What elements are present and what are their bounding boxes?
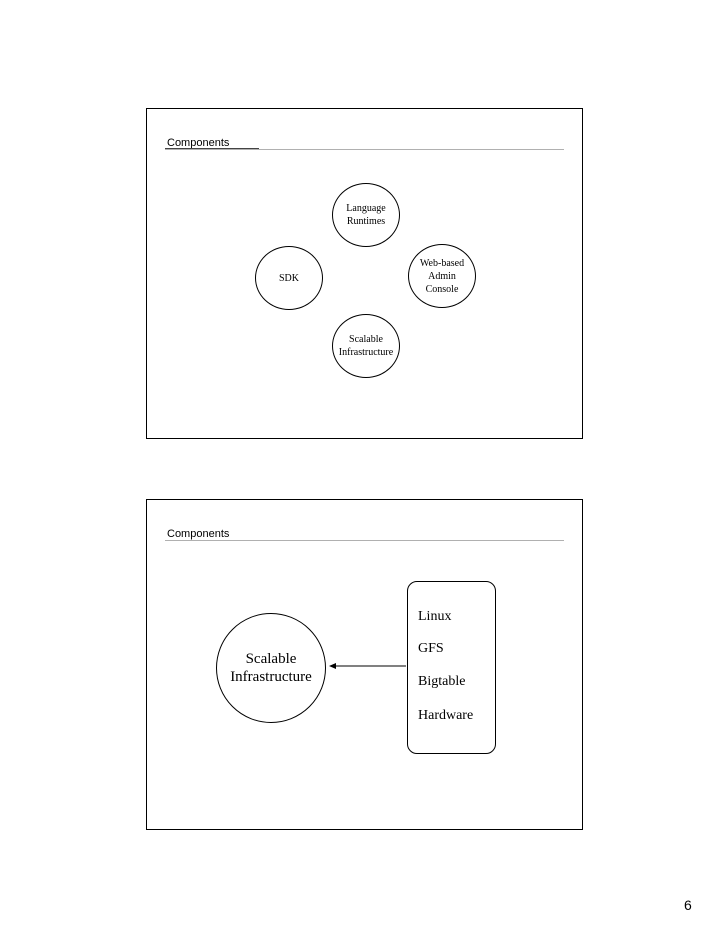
stack-item-hardware: Hardware bbox=[418, 708, 474, 723]
scalable-infrastructure-circle bbox=[332, 314, 400, 378]
admin-console-line-3: Console bbox=[425, 283, 459, 295]
stack-item-linux: Linux bbox=[418, 609, 452, 624]
title-rule bbox=[165, 149, 564, 150]
page-number: 6 bbox=[684, 897, 692, 913]
slide-title: Components bbox=[167, 528, 230, 540]
sdk-circle bbox=[255, 246, 323, 310]
title-rule-accent bbox=[165, 148, 259, 149]
scalable-infrastructure-line-2: Infrastructure bbox=[338, 347, 394, 358]
slide-components-overview bbox=[146, 108, 583, 439]
arrow-head bbox=[329, 663, 336, 669]
language-runtimes-line-1: Language bbox=[346, 203, 386, 214]
stack-item-gfs: GFS bbox=[418, 641, 444, 656]
scalable-infrastructure-line-1: Scalable bbox=[245, 651, 297, 667]
technology-stack-box bbox=[407, 581, 496, 754]
admin-console-line-2: Admin bbox=[428, 270, 456, 282]
admin-console-circle bbox=[408, 244, 476, 308]
arrow-connector bbox=[147, 500, 584, 831]
slide-components-infrastructure bbox=[146, 499, 583, 830]
stack-item-bigtable: Bigtable bbox=[418, 674, 466, 689]
admin-console-line-1: Web-based bbox=[419, 257, 465, 269]
scalable-infrastructure-line-2: Infrastructure bbox=[230, 669, 312, 685]
sdk-label: SDK bbox=[278, 272, 299, 284]
scalable-infrastructure-line-1: Scalable bbox=[349, 334, 383, 345]
slide-title: Components bbox=[167, 137, 230, 149]
language-runtimes-line-2: Runtimes bbox=[346, 216, 386, 227]
language-runtimes-circle bbox=[332, 183, 400, 247]
